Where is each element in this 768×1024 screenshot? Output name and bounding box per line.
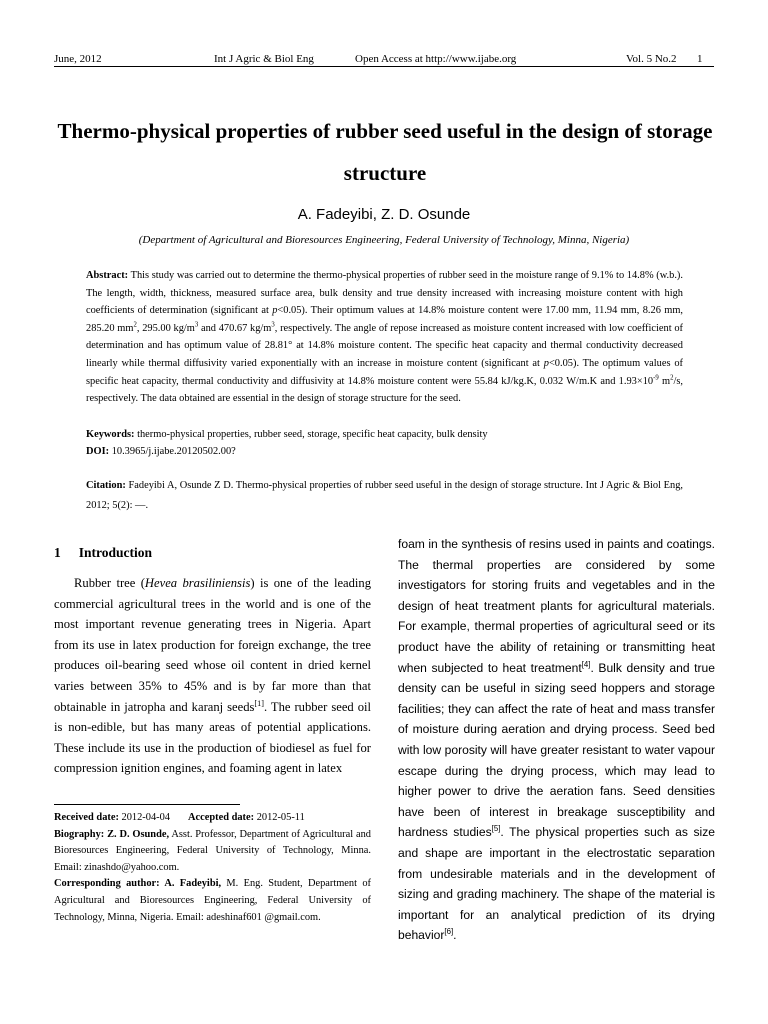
running-header (54, 52, 714, 66)
intro-right-column: foam in the synthesis of resins used in paints and coatings. The thermal properties are considered by some investigators for storing fruits and vegetables and in the design of heat treatment plants for agricultural materials. For example, thermal properties of agricultural seed or its product have the ability of retaining or transmitting heat when subjected to heat treatment[4]. Bulk density and true density can be useful in sizing seed hoppers and storage facilities; they can affect the rate of heat and mass transfer of moisture during aeration and drying process. Seed bed with low porosity will have greater resistant to water vapour escape during the drying process, which may lead to higher power to drive the aeration fans. Seed densities have been of interest in breakage susceptibility and hardness studies[5]. The physical properties such as size and shape are important in the electrostatic separation from undesirable materials and in the development of sizing and grading machinery. The shape of the material is important for an analytical prediction of its drying behavior[6]. (398, 537, 716, 943)
footnote-dates: Received date: 2012-04-04 Accepted date: 2012-05-11 (54, 812, 305, 823)
abstract: Abstract: This study was carried out to determine the thermo-physical properties of rubber seed in the moisture range of 9.1% to 14.8% (w.b.). The length, width, thickness, measured surface area, bulk density and true density increased with increasing moisture content with high coefficients of determination (significant at p<0.05). Their optimum values at 14.8% moisture content were 17.00 mm, 11.94 mm, 8.26 mm, 285.20 $mm^2$, 295.00 $kg/m^3$ and 470.67 $kg/m^3$, respectively. The angle of repose increased as moisture content increased with low coefficient of determination and has optimum value of 28.81° at 14.8% moisture content. The specific heat capacity and thermal conductivity decreased linearly while thermal diffusivity varied exponentially with an increase in moisture content (significant at p<0.05). The optimum values of specific heat capacity, thermal conductivity and diffusivity at 14.8% moisture content were 55.84 kJ/kg.K, 0.032 W/m.K and $1.93\times 10^{-9}$ $m^2/s$, respectively. The data obtained are essential in the design of storage structure for the seed. (86, 270, 683, 405)
footnote-rule (54, 804, 240, 805)
citation-ref: [1] (254, 698, 264, 708)
header-page-number: 1 (697, 53, 703, 65)
citation: Citation: Fadeyibi A, Osunde Z D. Thermo-physical properties of rubber seed useful in the design of storage structure. Int J Agric & Biol Eng, 2012; 5(2): —. (86, 480, 683, 511)
header-open-access: Open Access at http://www.ijabe.org (355, 53, 517, 65)
keywords-label: Keywords: (86, 429, 135, 440)
doi: DOI: 10.3965/j.ijabe.20120502.00? (86, 446, 236, 457)
paper-title: Thermo-physical properties of rubber seed useful in the design of storage structure (57, 119, 713, 185)
footnotes (54, 810, 371, 926)
citation-ref: [4] (581, 659, 591, 669)
doi-label: DOI: (86, 446, 110, 457)
header-volume: Vol. 5 No.2 (626, 53, 677, 65)
header-journal: Int J Agric & Biol Eng (214, 53, 314, 65)
authors: A. Fadeyibi, Z. D. Osunde (297, 206, 471, 223)
header-date: June, 2012 (54, 53, 102, 65)
intro-left-column: Rubber tree (Hevea brasiliniensis) is one of the leading commercial agricultural trees in the world and is one of the most important revenue generating trees in Nigeria. Apart from its use in latex production for foreign exchange, the tree produces oil-bearing seed whose oil content in dried kernel varies between 35% to 45% and is by far more than that obtainable in jatropha and karanj seeds[1]. The rubber seed oil is non-edible, but has many areas of potential applications. These include its use in the production of biodiesel as fuel for compression ignition engines, and foaming agent in latex (54, 576, 372, 776)
citation-ref: [6] (444, 927, 454, 937)
citation-label: Citation: (86, 480, 126, 491)
affiliation: (Department of Agricultural and Bioresources Engineering, Federal University of Technology, Minna, Nigeria) (138, 234, 630, 246)
species-name: Hevea brasiliniensis (144, 576, 251, 590)
section-heading-introduction: 1 Introduction (54, 545, 153, 560)
footnote-biography: Biography: Z. D. Osunde, Asst. Professor, Department of Agricultural and Bioresources Engineering, Federal University of Technology, Minna. Email: zinashdo@yahoo.com. (54, 828, 371, 873)
header-rule (54, 66, 714, 67)
footnote-corresponding-author: Corresponding author: A. Fadeyibi, M. Eng. Student, Department of Agricultural and Bioresources Engineering, Federal University of Technology, Minna, Nigeria. Email: adeshinaf601 @gmail.com. (54, 878, 371, 923)
abstract-label: Abstract: (86, 270, 129, 281)
keywords: Keywords: thermo-physical properties, rubber seed, storage, specific heat capacity, bulk density (86, 429, 488, 440)
citation-ref: [5] (491, 824, 501, 834)
